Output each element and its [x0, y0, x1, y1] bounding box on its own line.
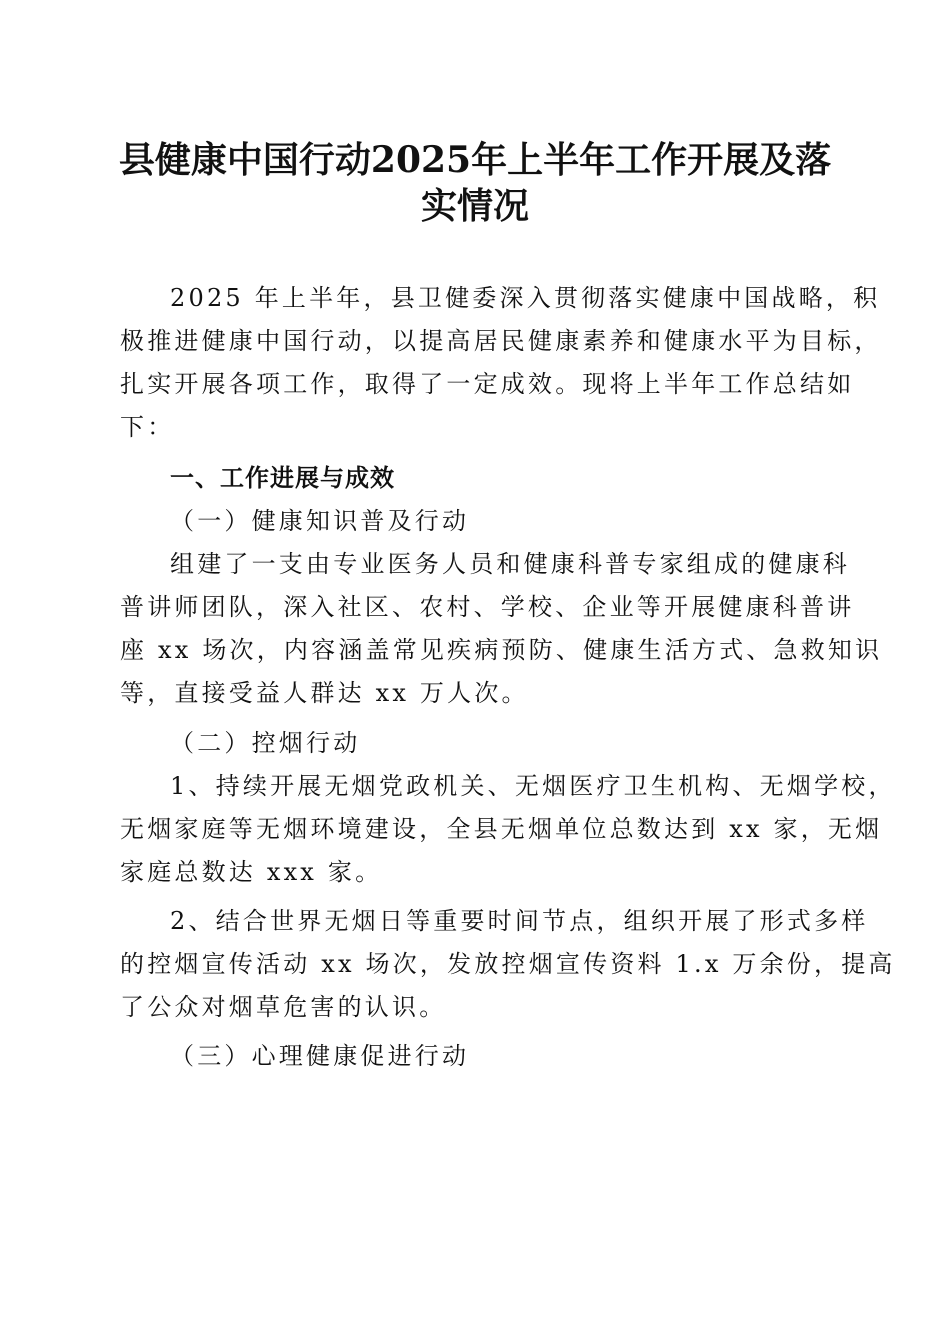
subsection-heading-1: （一）健康知识普及行动 [170, 507, 470, 535]
intro-line-1: 2025 年上半年，县卫健委深入贯彻落实健康中国战略，积 [170, 284, 881, 312]
subsection-heading-3: （三）心理健康促进行动 [170, 1042, 470, 1070]
sub2-item1-line-2: 无烟家庭等无烟环境建设，全县无烟单位总数达到 xx 家，无烟 [120, 815, 883, 843]
sub2-item1-line-1: 1、持续开展无烟党政机关、无烟医疗卫生机构、无烟学校， [170, 772, 896, 800]
sub2-item1-line-3: 家庭总数达 xxx 家。 [120, 858, 383, 886]
intro-line-4: 下： [120, 413, 175, 441]
sub1-line-2: 普讲师团队，深入社区、农村、学校、企业等开展健康科普讲 [120, 593, 855, 621]
document-title-line-2: 实情况 [420, 185, 529, 227]
document-title-line-1: 县健康中国行动2025年上半年工作开展及落 [118, 139, 832, 181]
intro-line-2: 极推进健康中国行动，以提高居民健康素养和健康水平为目标， [120, 327, 882, 355]
sub2-item2-line-2: 的控烟宣传活动 xx 场次，发放控烟宣传资料 1.x 万余份，提高 [120, 950, 896, 978]
subsection-heading-2: （二）控烟行动 [170, 729, 361, 757]
sub1-line-1: 组建了一支由专业医务人员和健康科普专家组成的健康科 [170, 550, 850, 578]
intro-line-3: 扎实开展各项工作，取得了一定成效。现将上半年工作总结如 [120, 370, 855, 398]
sub1-line-4: 等，直接受益人群达 xx 万人次。 [120, 679, 529, 707]
sub1-line-3: 座 xx 场次，内容涵盖常见疾病预防、健康生活方式、急救知识 [120, 636, 883, 664]
section-heading-1: 一、工作进展与成效 [170, 464, 395, 492]
sub2-item2-line-3: 了公众对烟草危害的认识。 [120, 993, 447, 1021]
sub2-item2-line-1: 2、结合世界无烟日等重要时间节点，组织开展了形式多样 [170, 907, 869, 935]
